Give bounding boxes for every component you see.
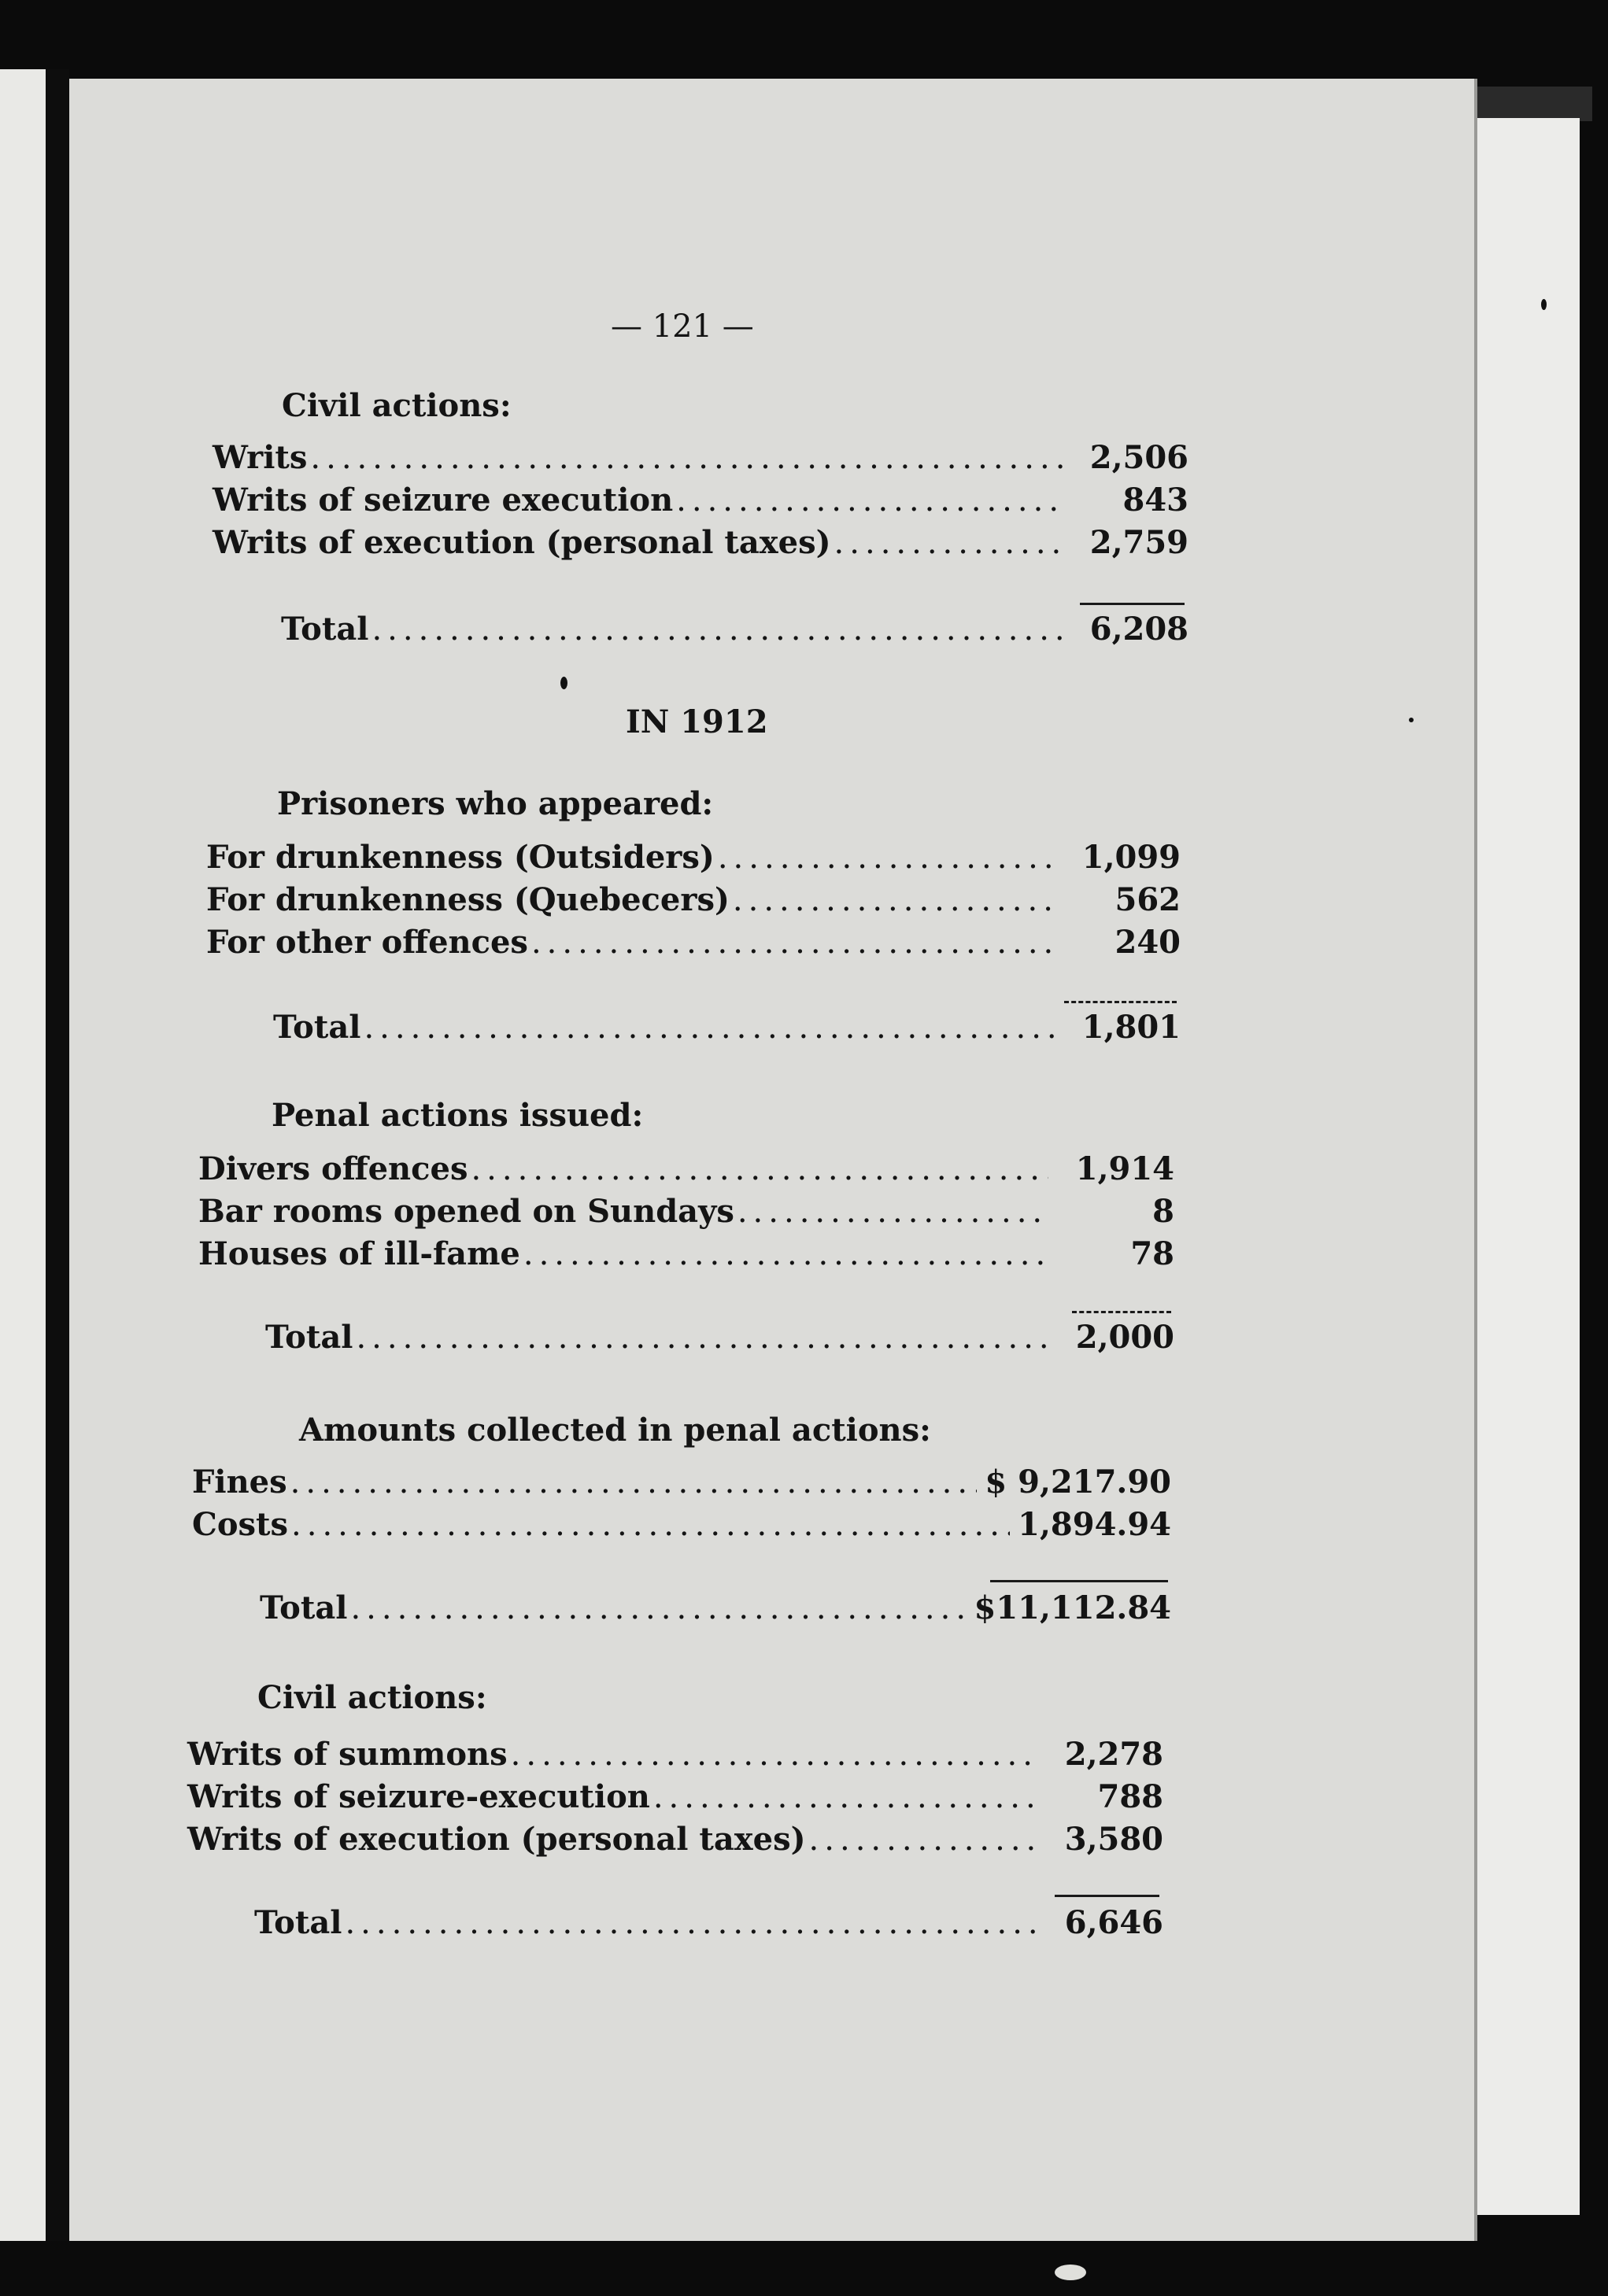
civil-actions-heading: Civil actions: bbox=[257, 1679, 487, 1716]
table-row bbox=[187, 1821, 1163, 1863]
row-label: Writs of summons bbox=[187, 1736, 508, 1773]
row-label: Houses of ill-fame bbox=[198, 1235, 520, 1272]
total-label: Total bbox=[265, 1319, 353, 1356]
row-label: For drunkenness (Outsiders) bbox=[206, 839, 715, 876]
ink-speck bbox=[1541, 299, 1547, 310]
total-row bbox=[265, 1319, 1174, 1361]
row-label: For other offences bbox=[206, 924, 528, 961]
leader-dots bbox=[310, 440, 1063, 476]
row-label: Divers offences bbox=[198, 1150, 468, 1187]
leader-dots bbox=[350, 1590, 966, 1626]
leader-dots bbox=[364, 1010, 1055, 1046]
total-label: Total bbox=[254, 1904, 342, 1941]
ink-speck bbox=[560, 677, 567, 689]
total-value: 1,801 bbox=[1081, 1009, 1181, 1046]
leader-dots bbox=[676, 482, 1063, 519]
leader-dots bbox=[291, 1507, 1010, 1543]
back-page-edge bbox=[1476, 87, 1592, 121]
total-label: Total bbox=[281, 611, 369, 648]
sum-rule bbox=[1055, 1895, 1159, 1897]
civil-actions-heading: Civil actions: bbox=[282, 387, 512, 424]
row-value: 240 bbox=[1115, 924, 1181, 961]
row-value: 8 bbox=[1152, 1193, 1174, 1230]
row-value: 2,759 bbox=[1089, 524, 1188, 561]
leader-dots bbox=[372, 611, 1063, 648]
page-number: — 121 — bbox=[611, 308, 754, 345]
leader-dots bbox=[718, 840, 1055, 876]
leader-dots bbox=[809, 1822, 1037, 1858]
row-label: Fines bbox=[192, 1464, 287, 1501]
book-spine bbox=[46, 69, 69, 2241]
row-value: 1,894.94 bbox=[1018, 1506, 1171, 1543]
total-value: 2,000 bbox=[1075, 1319, 1174, 1356]
leader-dots bbox=[523, 1236, 1048, 1272]
row-value: 2,278 bbox=[1064, 1736, 1163, 1773]
table-row bbox=[206, 839, 1181, 881]
row-value: 843 bbox=[1122, 482, 1188, 519]
row-value: 788 bbox=[1097, 1778, 1163, 1815]
row-label: Writs bbox=[213, 439, 308, 476]
amounts-heading: Amounts collected in penal actions: bbox=[299, 1412, 931, 1449]
row-label: Costs bbox=[192, 1506, 289, 1543]
prisoners-heading: Prisoners who appeared: bbox=[277, 785, 714, 822]
row-value: 2,506 bbox=[1089, 439, 1188, 476]
leader-dots bbox=[531, 925, 1055, 961]
table-row bbox=[206, 881, 1181, 924]
total-label: Total bbox=[273, 1009, 361, 1046]
total-row bbox=[254, 1904, 1163, 1947]
leader-dots bbox=[290, 1464, 978, 1501]
sum-rule bbox=[990, 1580, 1168, 1582]
table-row bbox=[213, 524, 1188, 567]
total-value: 6,208 bbox=[1089, 611, 1188, 648]
leader-dots bbox=[737, 1194, 1048, 1230]
row-value: 78 bbox=[1130, 1235, 1174, 1272]
leader-dots bbox=[511, 1737, 1037, 1773]
total-row bbox=[281, 611, 1188, 653]
row-label: Writs of seizure execution bbox=[213, 482, 674, 519]
paper-fragment bbox=[1055, 2265, 1086, 2280]
leader-dots bbox=[345, 1905, 1037, 1941]
table-row bbox=[213, 482, 1188, 524]
total-value: $11,112.84 bbox=[974, 1589, 1171, 1626]
table-row bbox=[187, 1778, 1163, 1821]
table-row bbox=[206, 924, 1181, 966]
row-label: Writs of execution (personal taxes) bbox=[187, 1821, 806, 1858]
table-row bbox=[198, 1150, 1174, 1193]
row-value: 1,914 bbox=[1075, 1150, 1174, 1187]
total-label: Total bbox=[260, 1589, 348, 1626]
penal-actions-heading: Penal actions issued: bbox=[272, 1097, 644, 1134]
leader-dots bbox=[653, 1779, 1037, 1815]
table-row bbox=[192, 1464, 1171, 1506]
leader-dots bbox=[834, 525, 1063, 561]
total-row bbox=[273, 1009, 1181, 1051]
sum-rule bbox=[1064, 1001, 1177, 1003]
total-value: 6,646 bbox=[1064, 1904, 1163, 1941]
row-value: 1,099 bbox=[1081, 839, 1181, 876]
table-row bbox=[198, 1193, 1174, 1235]
leader-dots bbox=[733, 882, 1055, 918]
year-heading: IN 1912 bbox=[626, 703, 768, 740]
table-row bbox=[187, 1736, 1163, 1778]
row-label: Bar rooms opened on Sundays bbox=[198, 1193, 734, 1230]
table-row bbox=[192, 1506, 1171, 1549]
sum-rule bbox=[1072, 1311, 1171, 1313]
row-value: 562 bbox=[1115, 881, 1181, 918]
row-label: For drunkenness (Quebecers) bbox=[206, 881, 730, 918]
leader-dots bbox=[471, 1151, 1048, 1187]
leader-dots bbox=[356, 1320, 1048, 1356]
back-page bbox=[1477, 118, 1580, 2215]
total-row bbox=[260, 1589, 1171, 1632]
row-value: 3,580 bbox=[1064, 1821, 1163, 1858]
row-label: Writs of seizure-execution bbox=[187, 1778, 650, 1815]
left-margin bbox=[0, 69, 46, 2241]
ink-speck bbox=[1409, 718, 1414, 722]
sum-rule bbox=[1080, 603, 1185, 605]
row-value: $ 9,217.90 bbox=[985, 1464, 1171, 1501]
table-row bbox=[213, 439, 1188, 482]
row-label: Writs of execution (personal taxes) bbox=[213, 524, 831, 561]
table-row bbox=[198, 1235, 1174, 1278]
